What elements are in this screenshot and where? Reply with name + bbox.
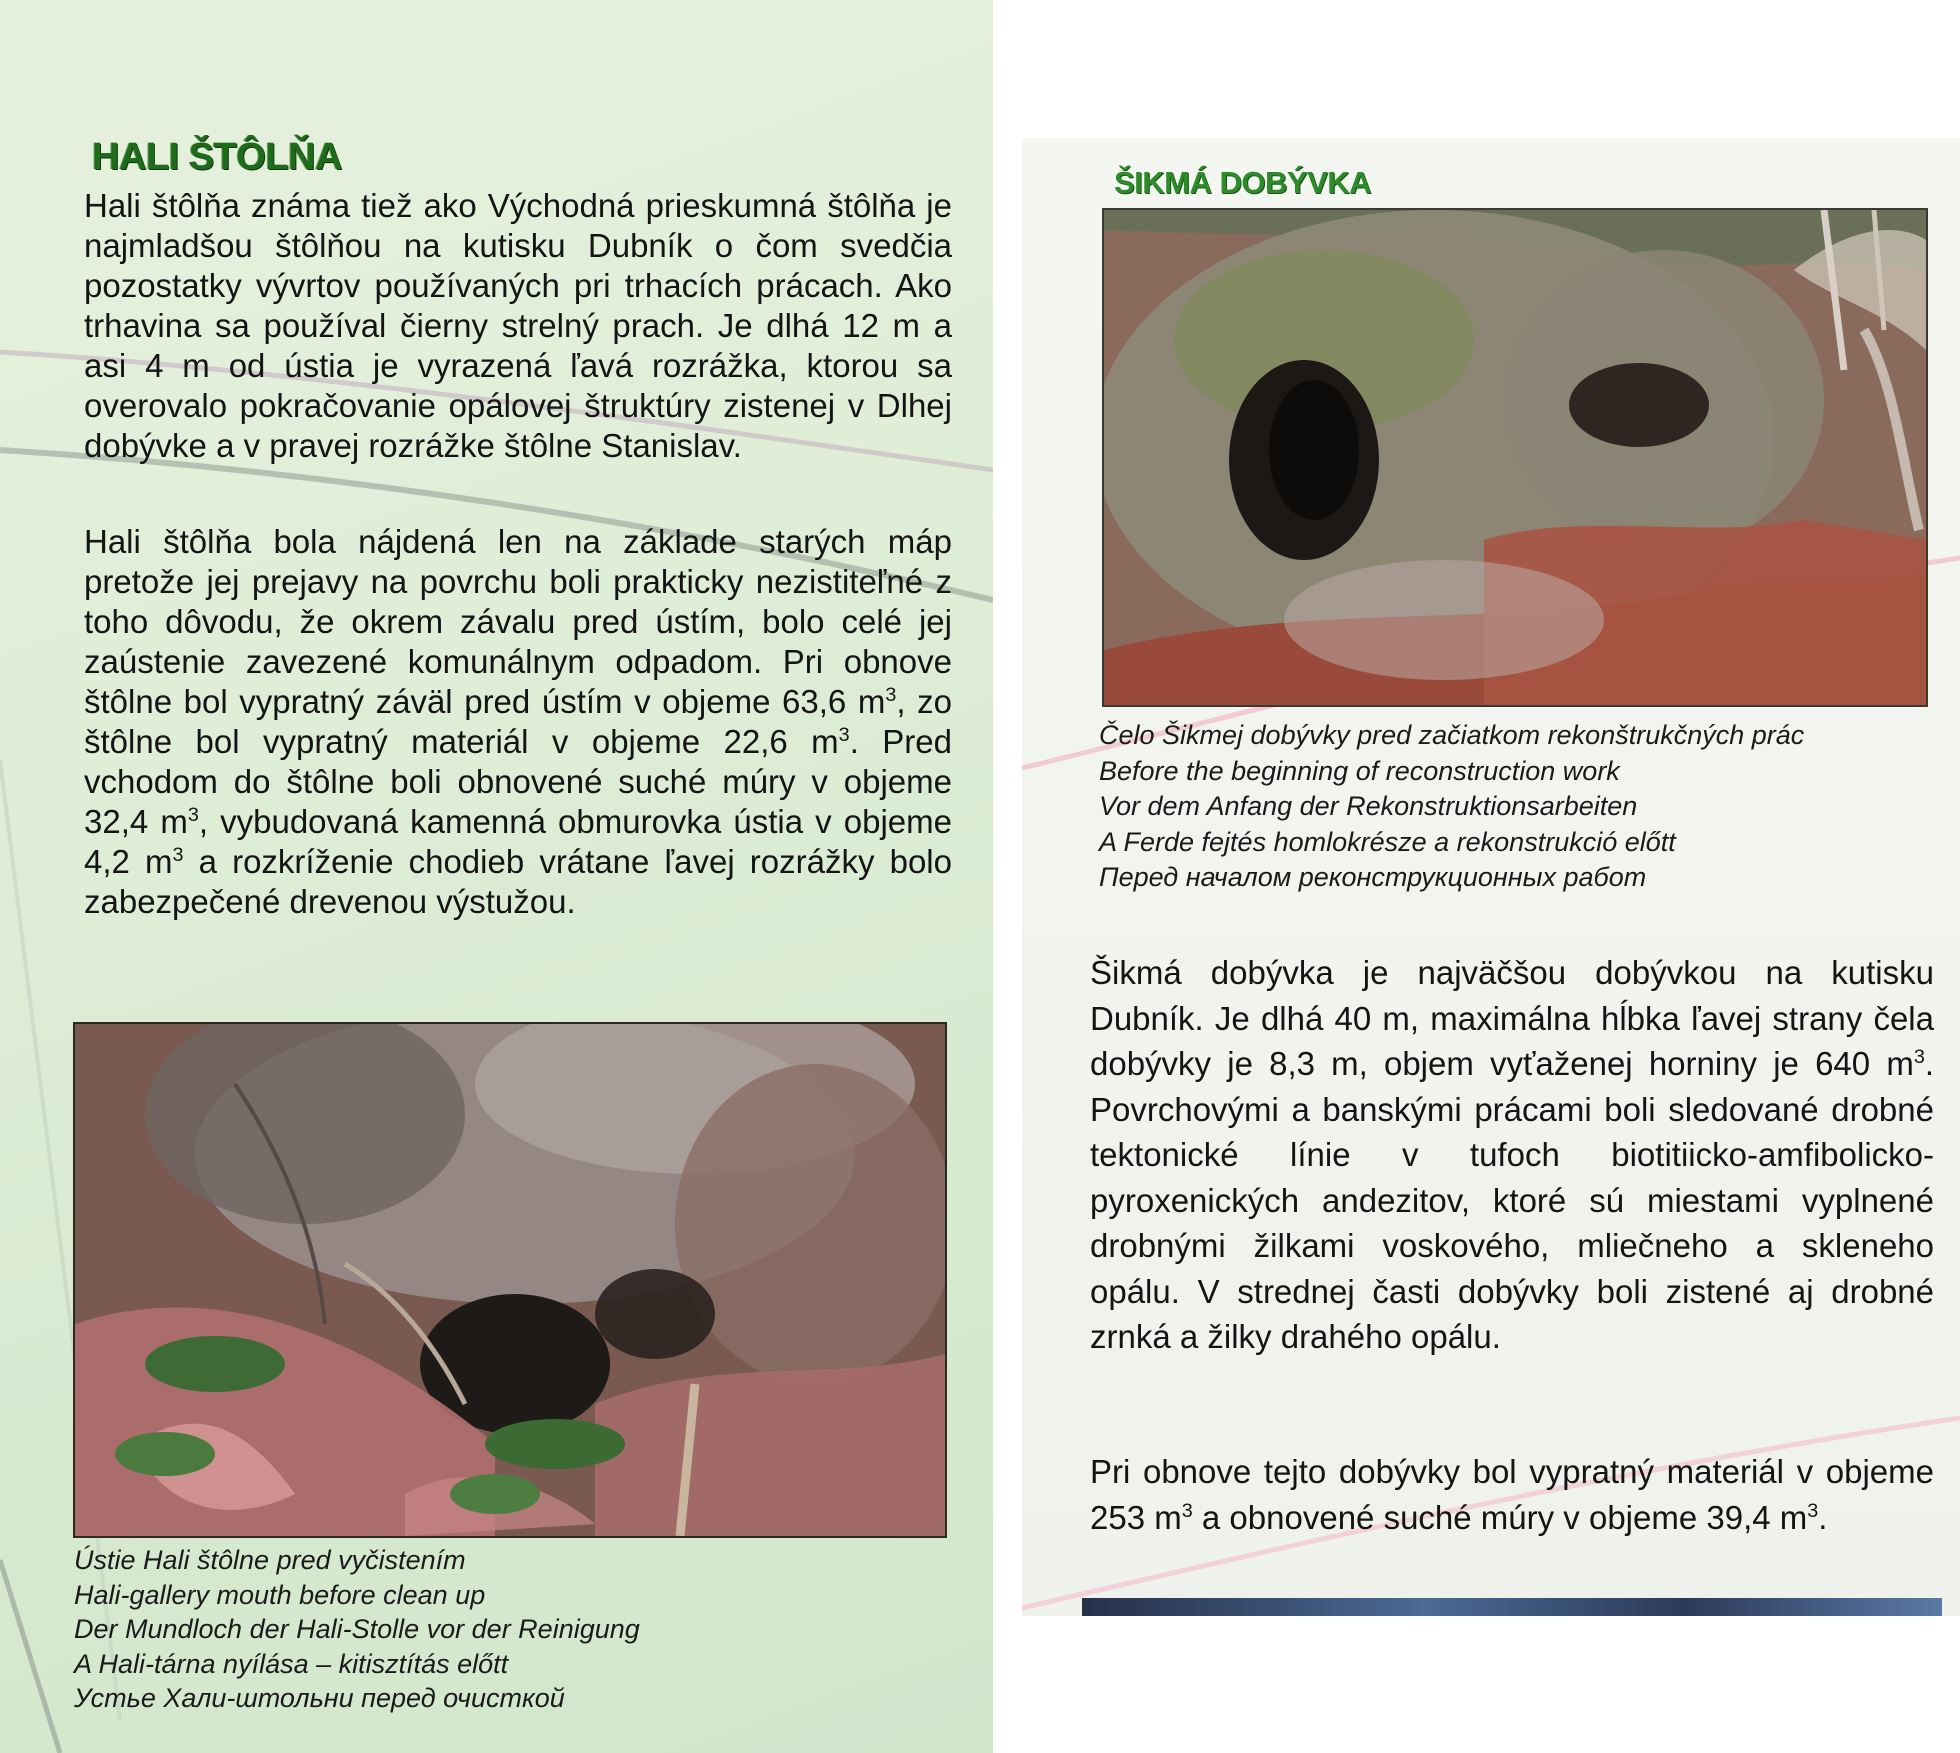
superscript: 3	[1181, 1499, 1193, 1522]
superscript: 3	[1913, 1046, 1925, 1068]
caption-line: Ústie Hali štôlne pred vyčistením	[74, 1545, 466, 1575]
caption-line: Hali-gallery mouth before clean up	[74, 1579, 486, 1610]
photo-caption	[74, 1543, 640, 1716]
paragraph-segment: a rozkríženie chodieb vrátane ľavej rozrážky bolo zabezpečené drevenou výstužou.	[84, 843, 952, 920]
caption-line: A Hali-tárna nyílása – kitisztítás előtt	[74, 1648, 509, 1679]
paragraph	[1090, 1449, 1934, 1540]
caption-line: Vor dem Anfang der Rekonstruktionsarbeiten	[1099, 791, 1638, 821]
paragraph-segment: a obnovené suché múry v objeme 39,4 m	[1192, 1498, 1808, 1536]
paragraph-segment: Šikmá dobývka je najväčšou dobývkou na kutisku Dubník. Je dlhá 40 m, maximálna hĺbka ľavej strany čela dobývky je 8,3 m, objem vyťaženej horniny je 640 m	[1090, 954, 1934, 1082]
photo-caption	[1099, 718, 1804, 896]
right-panel	[1022, 138, 1960, 1616]
superscript: 3	[172, 844, 184, 866]
caption-line: Перед началом реконструкционных работ	[1099, 862, 1647, 892]
paragraph-segment: . Pred vchodom do štôlne boli obnovené suché múry v objeme 32,4 m	[84, 723, 952, 840]
caption-line: Der Mundloch der Hali-Stolle vor der Reinigung	[74, 1614, 640, 1644]
paragraph-segment: .	[1818, 1498, 1828, 1536]
paragraph	[84, 522, 952, 922]
paragraph: Hali štôlňa známa tiež ako Východná prieskumná štôlňa je najmladšou štôlňou na kutisku Dubník o čom svedčia pozostatky vývrtov používaných pri trhacích prácach. Ako trhavina sa používal čierny strelný prach. Je dlhá 12 m a asi 4 m od ústia je vyrazená ľavá rozrážka, ktorou sa overovalo pokračovanie opálovej štruktúry zistenej v Dlhej dobývke a v pravej rozrážke štôlne Stanislav.	[84, 187, 952, 464]
caption-line: Before the beginning of reconstruction work	[1099, 755, 1620, 786]
superscript: 3	[1807, 1499, 1819, 1522]
superscript: 3	[187, 804, 199, 826]
paragraph-segment: , zo štôlne bol vypratný materiál v objeme 22,6 m	[84, 683, 952, 760]
paragraph-segment: . Povrchovými a banskými prácami boli sledované drobné tektonické línie v tufoch biotitiicko-amfibolicko-pyroxenických andezitov, ktoré sú miestami vyplnené drobnými žilkami voskového, mliečneho a skleneho opálu. V strednej časti dobývky boli zistené aj drobné zrnká a žilky drahého opálu.	[1090, 1045, 1934, 1355]
caption-line: Čelo Šikmej dobývky pred začiatkom rekonštrukčných prác	[1099, 720, 1805, 750]
photo-excavation-face	[1102, 208, 1928, 707]
section-title: HALI ŠTÔLŇA	[92, 136, 342, 178]
paragraph-segment: , vybudovaná kamenná obmurovka ústia v objeme 4,2 m	[84, 803, 953, 880]
caption-line: Устье Хали-штольни перед очисткой	[74, 1683, 565, 1713]
superscript: 3	[838, 724, 850, 746]
paragraph-segment: Pri obnove tejto dobývky bol vypratný materiál v objeme 253 m	[1090, 1453, 1934, 1536]
superscript: 3	[885, 684, 897, 706]
next-photo-edge	[1082, 1598, 1942, 1616]
caption-line: A Ferde fejtés homlokrésze a rekonstrukció előtt	[1099, 826, 1676, 857]
section-title: ŠIKMÁ DOBÝVKA	[1114, 165, 1372, 200]
paragraph-segment: Hali štôlňa bola nájdená len na základe starých máp pretože jej prejavy na povrchu boli prakticky nezistiteľné z toho dôvodu, že okrem závalu pred ústím, bolo celé jej zaústenie zavezené komunálnym odpadom. Pri obnove štôlne bol vypratný záväl pred ústím v objeme 63,6 m	[84, 523, 952, 720]
paragraph	[1090, 950, 1934, 1360]
photo-gallery-mouth	[73, 1022, 947, 1538]
